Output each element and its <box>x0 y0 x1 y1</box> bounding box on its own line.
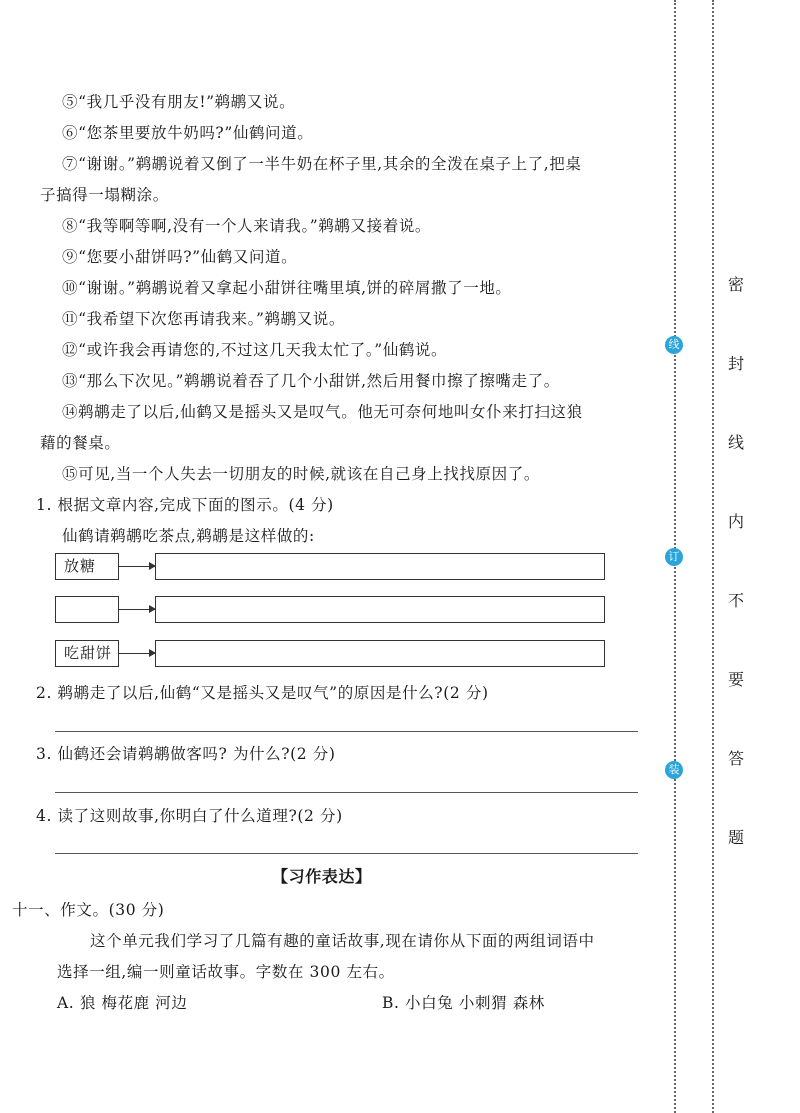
answer-box-2[interactable] <box>155 596 605 623</box>
paragraph-9: ⑨“您要小甜饼吗?”仙鹤又问道。 <box>62 248 298 266</box>
diagram-box-1: 放糖 <box>55 553 119 580</box>
seal-text-char: 要 <box>727 670 744 689</box>
seal-text-char: 封 <box>727 354 744 373</box>
seal-text-char: 密 <box>727 275 744 294</box>
diagram-box-2[interactable] <box>55 596 119 623</box>
binding-circle-icon: 装 <box>665 761 683 779</box>
arrow-icon <box>119 566 155 567</box>
paragraph-5: ⑤“我几乎没有朋友!”鹈鹕又说。 <box>62 93 296 111</box>
question-1-prompt: 仙鹤请鹈鹕吃茶点,鹈鹕是这样做的: <box>62 527 315 545</box>
composition-prompt-line-1: 这个单元我们学习了几篇有趣的童话故事,现在请你从下面的两组词语中 <box>90 932 595 950</box>
paragraph-14-line-1: ⑭鹈鹕走了以后,仙鹤又是摇头又是叹气。他无可奈何地叫女仆来打扫这狼 <box>62 403 583 421</box>
paragraph-8: ⑧“我等啊等啊,没有一个人来请我。”鹈鹕又接着说。 <box>62 217 432 235</box>
question-4: 4. 读了这则故事,你明白了什么道理?(2 分) <box>36 807 343 825</box>
question-2: 2. 鹈鹕走了以后,仙鹤“又是摇头又是叹气”的原因是什么?(2 分) <box>36 684 489 702</box>
seal-text-char: 题 <box>727 828 744 847</box>
seal-line <box>712 0 714 1113</box>
question-1: 1. 根据文章内容,完成下面的图示。(4 分) <box>36 496 334 514</box>
paragraph-13: ⑬“那么下次见。”鹈鹕说着吞了几个小甜饼,然后用餐巾擦了擦嘴走了。 <box>62 372 560 390</box>
seal-text-char: 内 <box>727 512 744 531</box>
paragraph-10: ⑩“谢谢。”鹈鹕说着又拿起小甜饼往嘴里填,饼的碎屑撒了一地。 <box>62 279 512 297</box>
answer-box-3[interactable] <box>155 640 605 667</box>
answer-line-2[interactable] <box>55 731 638 732</box>
binding-circle-icon: 订 <box>665 548 683 566</box>
paragraph-15: ⑮可见,当一个人失去一切朋友的时候,就该在自己身上找找原因了。 <box>62 465 540 483</box>
seal-text-char: 不 <box>727 591 744 610</box>
option-a: A. 狼 梅花鹿 河边 <box>57 994 188 1012</box>
answer-line-4[interactable] <box>55 853 638 854</box>
seal-text-char: 线 <box>727 433 744 452</box>
option-b: B. 小白兔 小刺猬 森林 <box>382 994 545 1012</box>
answer-box-1[interactable] <box>155 553 605 580</box>
paragraph-11: ⑪“我希望下次您再请我来。”鹈鹕又说。 <box>62 310 345 328</box>
seal-text-char: 答 <box>727 749 744 768</box>
section-title: 【习作表达】 <box>272 867 372 886</box>
composition-prompt-line-2: 选择一组,编一则童话故事。字数在 300 左右。 <box>57 963 395 981</box>
paragraph-7-line-1: ⑦“谢谢。”鹈鹕说着又倒了一半牛奶在杯子里,其余的全泼在桌子上了,把桌 <box>62 155 582 173</box>
paragraph-7-line-2: 子搞得一塌糊涂。 <box>40 186 169 204</box>
binding-circle-icon: 线 <box>665 336 683 354</box>
question-3: 3. 仙鹤还会请鹈鹕做客吗? 为什么?(2 分) <box>36 745 336 763</box>
paragraph-6: ⑥“您茶里要放牛奶吗?”仙鹤问道。 <box>62 124 314 142</box>
paragraph-14-line-2: 藉的餐桌。 <box>40 434 121 452</box>
answer-line-3[interactable] <box>55 792 638 793</box>
paragraph-12: ⑫“或许我会再请您的,不过这几天我太忙了。”仙鹤说。 <box>62 341 448 359</box>
arrow-icon <box>119 653 155 654</box>
composition-heading: 十一、作文。(30 分) <box>12 901 165 919</box>
arrow-icon <box>119 609 155 610</box>
diagram-box-3: 吃甜饼 <box>55 640 119 667</box>
